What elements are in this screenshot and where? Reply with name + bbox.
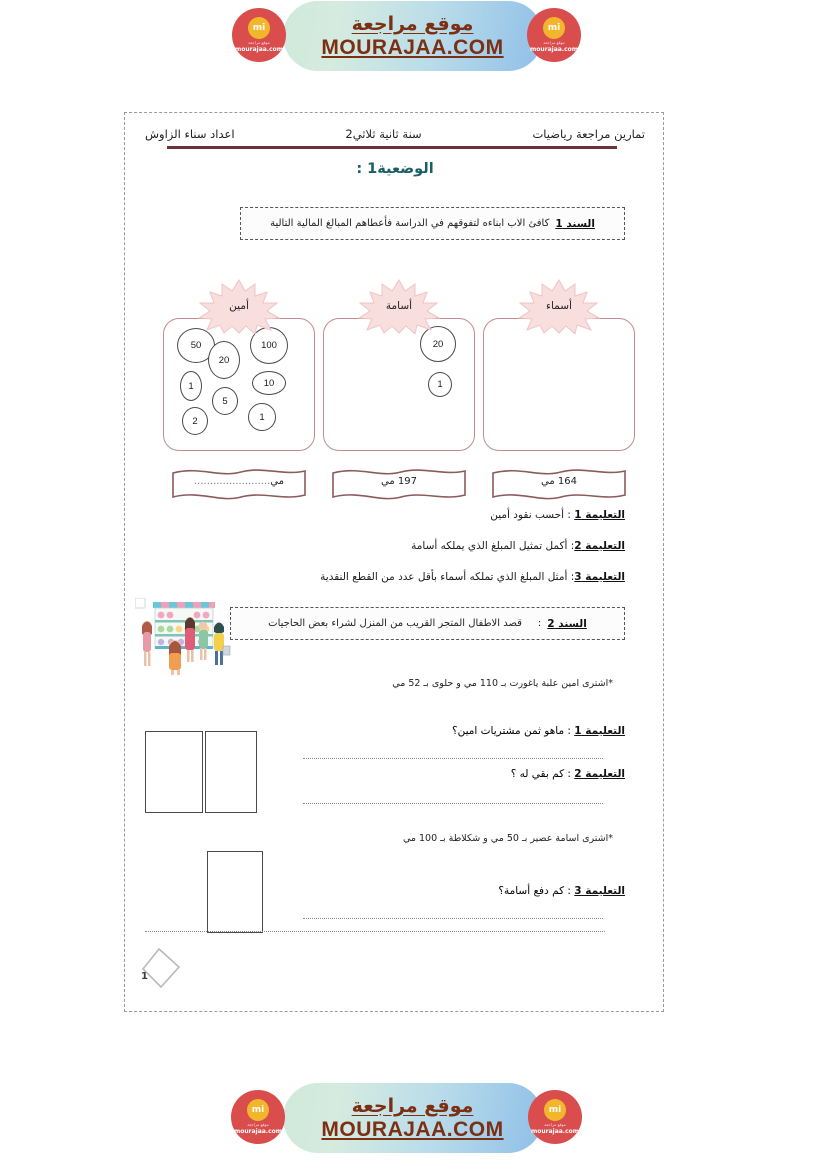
- instruction-3-text: أمثل المبلغ الذي تملكه أسماء بأقل عدد من القطع النقدية: [320, 571, 568, 583]
- answer-box[interactable]: [145, 731, 203, 813]
- mourajaa-logo-icon: [528, 1090, 582, 1144]
- coins-container: [483, 318, 635, 451]
- sanad-2-box: [230, 607, 625, 640]
- mourajaa-logo-icon: [527, 8, 581, 62]
- amount-label: 197 مي: [381, 476, 417, 487]
- amount-ribbon: [491, 468, 627, 500]
- header-subject: تمارين مراجعة رياضيات: [532, 127, 645, 141]
- banner-strip: [283, 1, 543, 71]
- logo-subtitle-en: mourajaa.com: [234, 45, 284, 53]
- statement-ousama-purchase: *اشترى اسامة عصير بـ 50 مي و شكلاطة بـ 100 مي: [402, 833, 613, 844]
- top-watermark-banner: [0, 0, 825, 72]
- worksheet-frame: [124, 112, 664, 1012]
- header-author: اعداد سناء الزاوش: [145, 127, 235, 141]
- instruction-1-key: التعليمة 1: [574, 509, 625, 521]
- answer-dotted-line[interactable]: [303, 803, 603, 804]
- coin: 1: [248, 403, 276, 431]
- diamond-icon: [135, 945, 191, 993]
- sanad-2-sep: :: [537, 618, 542, 629]
- page-number-mark: [135, 945, 191, 993]
- question-3-text: كم دفع أسامة؟: [498, 885, 565, 897]
- amount-label: [171, 476, 307, 487]
- amount-unit: مي: [270, 476, 284, 487]
- situation-title: الوضعية1 :: [356, 161, 434, 177]
- logo-disc-icon: mi: [543, 17, 565, 39]
- kid-name-label: أسماء: [546, 300, 572, 312]
- starburst-name-tag: [351, 278, 447, 334]
- banner-title-ar: موقع مراجعة: [351, 1094, 474, 1117]
- starburst-name-tag: [191, 278, 287, 334]
- page-number: 1: [141, 971, 148, 982]
- logo-subtitle-en: mourajaa.com: [530, 1127, 580, 1135]
- coin: 5: [212, 387, 238, 415]
- question-1-key: التعليمة 1: [574, 725, 625, 737]
- logo-subtitle-ar: موقع مراجعة: [247, 1121, 269, 1127]
- logo-subtitle-en: mourajaa.com: [529, 45, 579, 53]
- coins-container: [163, 318, 315, 451]
- question-1-text: ماهو ثمن مشتريات امين؟: [452, 725, 565, 737]
- logo-disc-icon: mi: [248, 17, 270, 39]
- answer-box[interactable]: [207, 851, 263, 933]
- sanad-1-text: كافئ الاب ابناءه لتفوقهم في الدراسة فأعطاهم المبالغ المالية التالية: [270, 218, 550, 229]
- sanad-2-text: قصد الاطفال المتجر القريب من المنزل لشراء بعض الحاجيات: [268, 618, 522, 629]
- mourajaa-logo-icon: [231, 1090, 285, 1144]
- amount-label: 164 مي: [541, 476, 577, 487]
- instruction-3-key: التعليمة 3: [574, 571, 625, 583]
- bottom-watermark-banner: [0, 1082, 825, 1154]
- answer-dotted-line[interactable]: [303, 758, 603, 759]
- logo-disc-icon: mi: [544, 1099, 566, 1121]
- shopper: [214, 623, 230, 666]
- instruction-1: [135, 509, 635, 521]
- banner-url: MOURAJAA.COM: [321, 35, 504, 59]
- sanad-1-label: السند 1: [555, 217, 595, 230]
- coin: 50: [177, 328, 215, 363]
- header-divider: [167, 146, 617, 149]
- header-level: سنة ثانية ثلاثي2: [345, 127, 422, 141]
- money-boxes-group: [145, 278, 645, 487]
- statement-amine-purchase: *اشترى امين علبة ياغورت بـ 110 مي و حلوى بـ 52 مي: [392, 678, 613, 689]
- answer-dotted-line[interactable]: [303, 918, 603, 919]
- blank-dots: ........................: [194, 476, 271, 487]
- instruction-2: [135, 540, 635, 552]
- instruction-2-key: التعليمة 2: [574, 540, 625, 552]
- shopper: [142, 621, 152, 666]
- paper-sheet: [38, 72, 787, 1082]
- answer-dotted-line[interactable]: [145, 931, 605, 932]
- coin: 10: [252, 371, 286, 395]
- shopper: [185, 617, 195, 662]
- logo-subtitle-en: mourajaa.com: [233, 1127, 283, 1135]
- logo-disc-icon: mi: [247, 1099, 269, 1121]
- market-illustration-icon: [135, 598, 239, 676]
- starburst-name-tag: [511, 278, 607, 334]
- banner-url: MOURAJAA.COM: [321, 1117, 504, 1141]
- instruction-2-sep: :: [567, 540, 575, 552]
- coin: 1: [180, 371, 202, 401]
- mourajaa-logo-icon: [232, 8, 286, 62]
- answer-box[interactable]: [205, 731, 257, 813]
- kid-name-label: أسامة: [385, 300, 413, 312]
- banner-title-ar: موقع مراجعة: [351, 12, 474, 35]
- question-2-key: التعليمة 2: [574, 768, 625, 780]
- coin: 20: [208, 341, 240, 379]
- coins-container: [323, 318, 475, 451]
- instruction-2-text: أكمل تمثيل المبلغ الذي يملكه أسامة: [411, 540, 568, 552]
- sanad-1-box: [240, 207, 625, 240]
- logo-subtitle-ar: موقع مراجعة: [248, 39, 270, 45]
- instruction-1-text: أحسب نقود أمين: [490, 509, 565, 521]
- coin: 20: [420, 326, 456, 362]
- question-2-text: كم بقي له ؟: [510, 768, 565, 780]
- question-3-sep: :: [564, 885, 575, 897]
- logo-subtitle-ar: موقع مراجعة: [543, 39, 565, 45]
- amount-ribbon: [331, 468, 467, 500]
- coin: 100: [250, 327, 288, 364]
- coin: 2: [182, 407, 208, 435]
- instruction-1-sep: :: [564, 509, 575, 521]
- question-3-key: التعليمة 3: [574, 885, 625, 897]
- question-1-sep: :: [564, 725, 575, 737]
- instruction-3: [135, 571, 635, 583]
- kid-name-label: أمين: [229, 300, 249, 312]
- shopper: [169, 640, 181, 675]
- instruction-3-sep: :: [567, 571, 575, 583]
- shopper: [199, 622, 208, 660]
- amount-ribbon: [171, 468, 307, 500]
- coin: 1: [428, 372, 452, 397]
- question-2-sep: :: [564, 768, 575, 780]
- banner-strip: [283, 1083, 543, 1153]
- logo-subtitle-ar: موقع مراجعة: [544, 1121, 566, 1127]
- sanad-2-label: السند 2: [547, 617, 587, 630]
- document-header: [145, 127, 645, 141]
